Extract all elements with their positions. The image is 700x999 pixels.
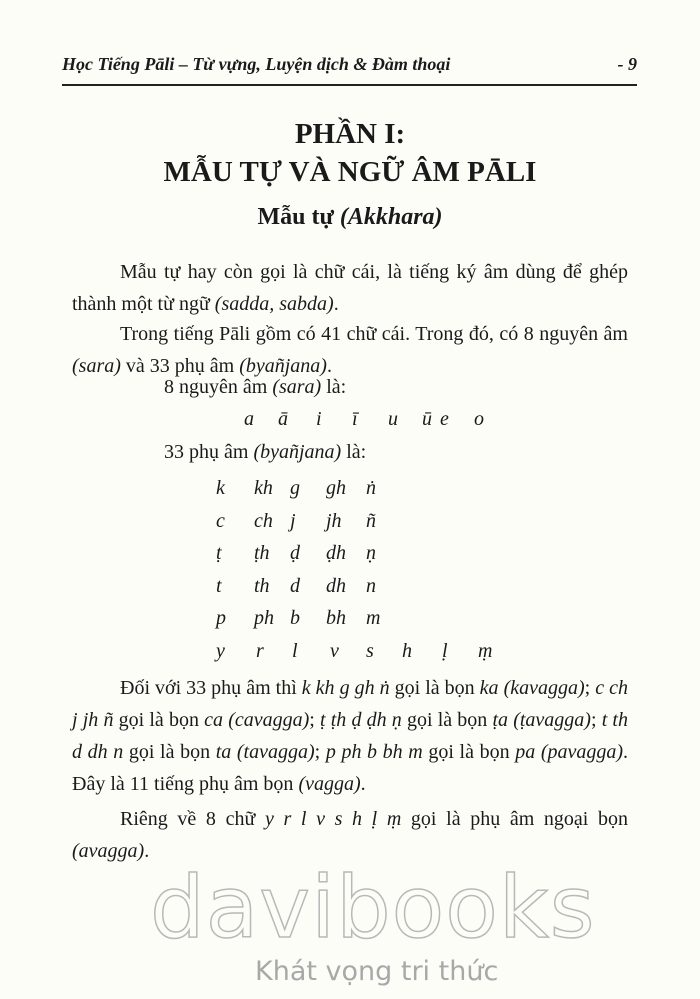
vowel-letter: o [474, 408, 484, 430]
vowel-letter: ī [352, 408, 358, 430]
consonant-letter: j [290, 510, 296, 532]
consonant-letter: dh [326, 575, 346, 597]
para-text: . [326, 355, 332, 377]
para-text: gọi là bọn [401, 709, 493, 731]
consonant-letter: ñ [366, 510, 376, 532]
para-term: y r l v s h ḷ ṃ [264, 808, 402, 830]
consonant-letter: m [366, 607, 381, 629]
page-number: - 9 [617, 54, 637, 74]
para-text: ; [309, 709, 320, 731]
part-subheading: MẪU TỰ VÀ NGỮ ÂM PĀLI [163, 156, 537, 188]
para-term: (avagga) [72, 840, 145, 862]
consonant-letter: k [216, 477, 225, 499]
consonant-letter: kh [254, 477, 273, 499]
vowel-letter: u [388, 408, 398, 430]
para-term: t th d dh n [72, 709, 628, 763]
para-term: k kh g gh ṅ [301, 677, 390, 699]
para-term: p ph b bh m [325, 741, 423, 763]
consonant-letter: ph [254, 607, 274, 629]
paragraph-vagga [72, 672, 628, 800]
para-text: gọi là bọn [422, 741, 516, 763]
para-term: ṭa (ṭavagga) [492, 709, 591, 731]
para-text: . [360, 773, 366, 795]
para-text: gọi là bọn [389, 677, 480, 699]
consonant-letter: gh [326, 477, 346, 499]
para-term: (vagga) [298, 773, 361, 795]
vowel-letter: a [244, 408, 254, 430]
paragraph-intro [72, 256, 628, 320]
vowel-letter: e [440, 408, 449, 430]
para-text: Mẫu tự hay còn gọi là chữ cái, là tiếng ký âm dùng để ghép thành một từ ngữ [72, 261, 628, 315]
consonant-letter: c [216, 510, 225, 532]
label-term: (byañjana) [253, 441, 342, 463]
consonant-letter: bh [326, 607, 346, 629]
watermark-brand: davibooks [150, 858, 596, 958]
para-term: (byañjana) [239, 355, 327, 377]
para-text: . [333, 293, 339, 315]
consonant-letter: ṭ [216, 542, 222, 564]
consonant-letter: ḍ [290, 542, 300, 564]
para-term: ca (cavagga) [204, 709, 310, 731]
para-text: . [144, 840, 150, 862]
label-text: 33 phụ âm [164, 441, 254, 463]
consonant-letter: ḍh [326, 542, 346, 564]
consonant-letter: ch [254, 510, 273, 532]
para-text: Riêng về 8 chữ [120, 808, 265, 830]
section-heading [0, 204, 700, 231]
label-term: (sara) [272, 376, 322, 398]
para-term: pa (pavagga) [515, 741, 624, 763]
consonant-letter: th [254, 575, 270, 597]
para-term: ta (tavagga) [215, 741, 315, 763]
para-text: Trong tiếng Pāli gồm có 41 chữ cái. Trong đó, có 8 nguyên âm [120, 323, 628, 345]
consonant-letter: ṇ [366, 542, 376, 564]
para-text: ; [590, 709, 602, 731]
para-text: và 33 phụ âm [120, 355, 240, 377]
vowel-letter: ū [422, 408, 432, 430]
consonant-letter: ṭh [254, 542, 270, 564]
para-term: (sadda, sabda) [214, 293, 334, 315]
para-text: gọi là bọn [123, 741, 216, 763]
para-text: gọi là phụ âm ngoại bọn [401, 808, 628, 830]
consonant-letter: n [366, 575, 376, 597]
section-title-term: (Akkhara) [339, 204, 443, 230]
paragraph-count [72, 318, 628, 382]
consonant-letter: y [216, 640, 225, 662]
para-term: ṭ ṭh ḍ ḍh ṇ [320, 709, 402, 731]
para-term: (sara) [72, 355, 121, 377]
consonant-letter: v [330, 640, 339, 662]
consonant-letter: h [402, 640, 412, 662]
consonant-letter: b [290, 607, 300, 629]
para-text: ; [314, 741, 326, 763]
consonant-letter: d [290, 575, 300, 597]
vowel-letter: ā [278, 408, 288, 430]
consonant-letter: t [216, 575, 222, 597]
consonant-letter: jh [326, 510, 342, 532]
consonant-letter: l [292, 640, 298, 662]
section-title: Mẫu tự [257, 204, 334, 230]
consonant-letter: ṃ [478, 640, 493, 662]
consonant-letter: s [366, 640, 374, 662]
para-text: gọi là bọn [113, 709, 205, 731]
vowel-letter: i [316, 408, 322, 430]
consonant-letter: ṅ [366, 477, 376, 499]
consonant-letter: r [256, 640, 264, 662]
para-term: c ch j jh ñ [72, 677, 628, 731]
consonants-label [164, 441, 366, 464]
running-header [62, 50, 637, 86]
para-text: ; [584, 677, 596, 699]
part-heading: PHẦN I: [294, 118, 406, 150]
label-text: là: [341, 441, 367, 463]
para-text: Đối với 33 phụ âm thì [120, 677, 302, 699]
header-title: Học Tiếng Pāli – Từ vựng, Luyện dịch & Đàm thoại [62, 54, 451, 74]
consonant-letter: p [216, 607, 226, 629]
label-text: là: [321, 376, 347, 398]
para-text: . Đây là 11 tiếng phụ âm bọn [72, 741, 629, 795]
watermark-slogan: Khát vọng tri thức [255, 956, 499, 987]
vowels-label [164, 376, 346, 399]
consonant-letter: ḷ [442, 640, 448, 662]
para-term: ka (kavagga) [479, 677, 585, 699]
consonant-letter: g [290, 477, 300, 499]
label-text: 8 nguyên âm [164, 376, 273, 398]
